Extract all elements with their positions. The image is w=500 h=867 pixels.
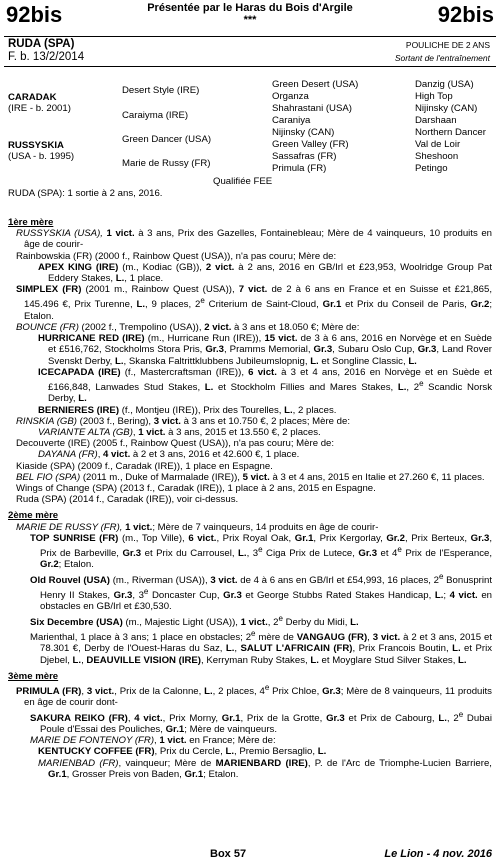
page-footer [0, 849, 500, 865]
pedigree-g4: Darshaan [415, 115, 457, 126]
pedigree-g4: Sheshoon [415, 151, 459, 162]
record-paragraph: TOP SUNRISE (FR) (m., Top Ville), 6 vict., Prix Royal Oak, Gr.1, Prix Kergorlay, Gr.2, Prix Berteux, Gr.3, Prix de Barbeville, Gr.3 et Prix du Carrousel, L., 3e Ciga Prix de Lutece, Gr.3 et 4e Prix de l'Esperance, Gr.2; Etalon. [30, 532, 493, 571]
pedigree-g4: Danzig (USA) [415, 79, 474, 90]
record-paragraph: RUSSYSKIA (USA), 1 vict. à 3 ans, Prix des Gazelles, Fontainebleau; Mère de 4 vainqueurs, 10 produits en âge de courir- [16, 228, 493, 251]
record-paragraph: BEL FIO (SPA) (2011 m., Duke of Marmalade (IRE)), 5 vict. à 3 et 4 ans, 2015 en Italie et 27.260 €, 11 places. [16, 471, 485, 483]
pedigree-g4: High Top [415, 91, 453, 102]
dam-name: RUSSYSKIA [8, 140, 64, 151]
pedigree-g3: Nijinsky (CAN) [272, 127, 335, 138]
record-paragraph: KENTUCKY COFFEE (FR), Prix du Cercle, L., Premio Bersaglio, L. [38, 746, 327, 758]
sire-origin: (IRE - b. 2001) [8, 103, 71, 114]
record-paragraph: Marienthal, 1 place à 3 ans; 1 place en obstacles; 2e mère de VANGAUG (FR), 3 vict. à 2 et 3 ans, 2015 et 78.301 €, Derby de l'Ouest-Haras du Saz, L., SALUT L'AFRICAIN (FR), Prix Francois Boutin, L. et Prix Djebel, L., DEAUVILLE VISION (IRE), Kerryman Ruby Stakes, L. et Moyglare Stud Silver Stakes, L. [30, 629, 492, 666]
divider [4, 66, 496, 67]
record-paragraph: Wings of Change (SPA) (2013 f., Caradak (IRE)), 1 place à 2 ans, 2015 en Espagne. [16, 483, 376, 495]
sex-age: POULICHE DE 2 ANS [405, 40, 490, 50]
record-paragraph: Decouverte (IRE) (2005 f., Rainbow Quest (USA)), n'a pas couru; Mère de: [16, 438, 335, 450]
pedigree-g3: Caraniya [272, 115, 311, 126]
record-paragraph: ICECAPADA (IRE) (f., Mastercraftsman (IRE)), 6 vict. à 3 et 4 ans, 2016 en Norvège et en Suède et £166,848, Lanwades Stud Stakes, L. et Stockholm Fillies and Mares Stakes, L., 2e Scandic Norsk Derby, L. [38, 366, 493, 405]
pedigree-g4: Val de Loir [415, 139, 461, 150]
pedigree-g2: Marie de Russy (FR) [122, 158, 211, 169]
record-paragraph: Six Decembre (USA) (m., Majestic Light (USA)), 1 vict., 2e Derby du Midi, L. [30, 613, 359, 628]
pedigree-g3: Green Desert (USA) [272, 79, 359, 90]
box-number: Box 57 [210, 848, 247, 860]
horse-name: RUDA (SPA) [8, 38, 75, 50]
pedigree-g2: Desert Style (IRE) [122, 85, 200, 96]
owner-note: Sortant de l'entraînement [394, 53, 490, 63]
lot-number-left: 92bis [6, 2, 63, 27]
record-paragraph: MARIENBAD (FR), vainqueur; Mère de MARIENBARD (IRE), P. de l'Arc de Triomphe-Lucien Barriere, Gr.1, Grosser Preis von Baden, Gr.1; Etalon. [38, 757, 492, 780]
horse-birth: F. b. 13/2/2014 [8, 51, 85, 63]
record-paragraph: PRIMULA (FR), 3 vict., Prix de la Calonne, L., 2 places, 4e Prix Chloe, Gr.3; Mère de 8 vainqueurs, 11 produits en âge de courir dont- [16, 683, 492, 709]
pedigree-g4: Northern Dancer [415, 127, 486, 138]
pedigree-g3: Primula (FR) [272, 163, 327, 174]
race-summary: RUDA (SPA): 1 sortie à 2 ans, 2016. [8, 188, 163, 199]
record-paragraph: SIMPLEX (FR) (2001 m., Rainbow Quest (USA)), 7 vict. de 2 à 6 ans en France et en Suisse et £21,865, 145.496 €, Prix Turenne, L., 9 places, 2e Criterium de Saint-Cloud, Gr.1 et Prix du Conseil de Paris, Gr.2; Etalon. [16, 284, 493, 322]
pedigree-g2: Caraiyma (IRE) [122, 110, 189, 121]
pedigree-g3: Sassafras (FR) [272, 151, 337, 162]
qualified-note: Qualifiée FEE [213, 176, 273, 187]
produce-record [8, 212, 492, 780]
section-title: 3ème mère [8, 670, 59, 682]
record-paragraph: RINSKIA (GB) (2003 f., Bering), 3 vict. à 3 ans et 10.750 €, 2 places; Mère de: [16, 415, 351, 427]
section-title: 1ère mère [8, 217, 54, 228]
divider [4, 36, 496, 37]
pedigree-g4: Nijinsky (CAN) [415, 103, 478, 114]
pedigree-g3: Organza [272, 91, 309, 102]
pedigree-g3: Shahrastani (USA) [272, 103, 352, 114]
section-title: 2ème mère [8, 510, 59, 522]
record-paragraph: BERNIERES (IRE) (f., Montjeu (IRE)), Prix des Tourelles, L., 2 places. [38, 404, 337, 416]
record-paragraph: MARIE DE FONTENOY (FR), 1 vict. en France; Mère de: [30, 735, 276, 747]
dam-origin: (USA - b. 1995) [8, 151, 75, 162]
record-paragraph: Ruda (SPA) (2014 f., Caradak (IRE)), voir ci-dessus. [16, 494, 239, 506]
sire-name: CARADAK [8, 92, 57, 103]
record-paragraph: HURRICANE RED (IRE) (m., Hurricane Run (IRE)), 15 vict. de 3 à 6 ans, 2016 en Norvège et en Suède et £516,762, Stockholms Stora Pris, Gr.3, Pramms Memorial, Gr.3, Subaru Oslo Cup, Gr.3, Land Rover Svenskt Derby, L., Skanska Faltrittklubbens Jubileumslopnig, L. et Songline Classic, L. [38, 333, 493, 367]
pedigree-g2: Green Dancer (USA) [122, 134, 212, 145]
record-paragraph: MARIE DE RUSSY (FR), 1 vict.; Mère de 7 vainqueurs, 14 produits en âge de courir- [16, 521, 379, 533]
record-paragraph: Old Rouvel (USA) (m., Riverman (USA)), 3 vict. de 4 à 6 ans en GB/Irl et £54,993, 16 places, 2e Bonusprint Henry II Stakes, Gr.3, 3e Doncaster Cup, Gr.3 et George Stubbs Rated Stakes Handicap, L.; 4 vict. en obstacles en GB/Irl et £30,530. [30, 571, 493, 613]
catalogue-header [0, 0, 500, 36]
pedigree-g4: Petingo [415, 163, 448, 174]
sale-place-date: Le Lion - 4 nov. 2016 [384, 848, 492, 860]
record-paragraph: Kiaside (SPA) (2009 f., Caradak (IRE)), 1 place en Espagne. [16, 460, 273, 472]
record-paragraph: DAYANA (FR), 4 vict. à 2 et 3 ans, 2016 et 42.600 €, 1 place. [38, 449, 300, 461]
record-paragraph: BOUNCE (FR) (2002 f., Trempolino (USA)), 2 vict. à 3 ans et 18.050 €; Mère de: [16, 322, 360, 334]
record-paragraph: VARIANTE ALTA (GB), 1 vict. à 3 ans, 2015 et 13.550 €, 2 places. [38, 427, 321, 439]
record-paragraph: APEX KING (IRE) (m., Kodiac (GB)), 2 vict. à 2 ans, 2016 en GB/Irl et £23,953, Woolridge Group Pat Eddery Stakes, L., 1 place. [38, 261, 492, 285]
pedigree-g3: Green Valley (FR) [272, 139, 349, 150]
presented-by: Présentée par le Haras du Bois d'Argile *** [147, 2, 353, 26]
record-paragraph: SAKURA REIKO (FR), 4 vict., Prix Morny, Gr.1, Prix de la Grotte, Gr.3 et Prix de Cabourg, L., 2e Dubai Poule d'Essai des Pouliches, Gr.1; Mère de vainqueurs. [30, 709, 492, 736]
record-paragraph: Rainbowskia (FR) (2000 f., Rainbow Quest (USA)), n'a pas couru; Mère de: [16, 250, 337, 262]
lot-number-right: 92bis [437, 2, 494, 27]
